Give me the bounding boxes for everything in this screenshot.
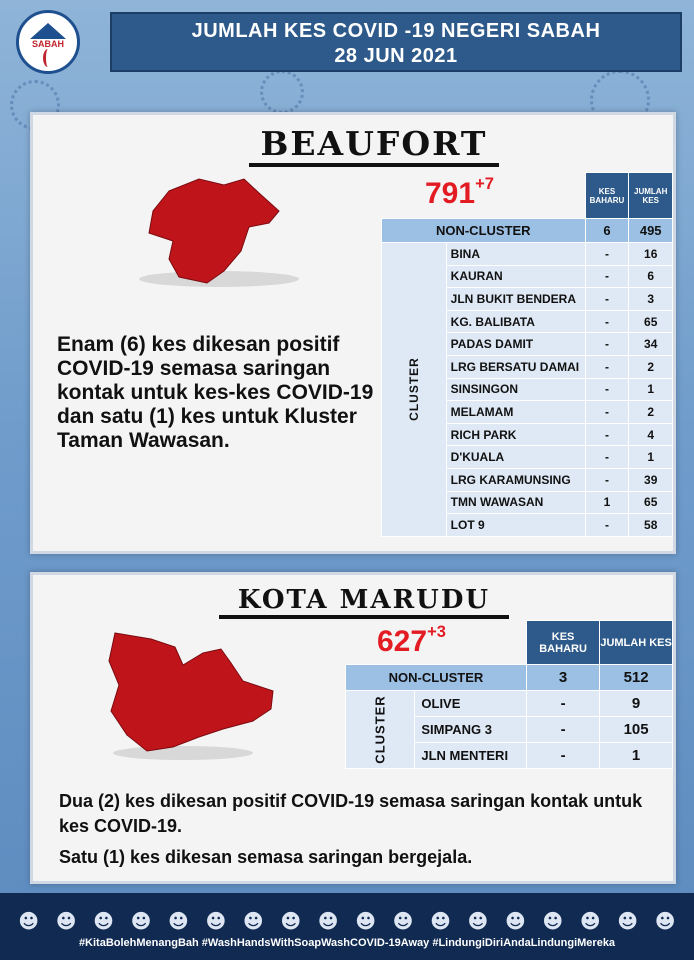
beaufort-panel [30, 112, 676, 554]
worker-icon: ☻ [168, 909, 189, 933]
page-title [110, 12, 682, 72]
row-label: KG. BALIBATA [446, 310, 585, 333]
row-total: 1 [629, 378, 673, 401]
row-new: - [526, 743, 599, 769]
row-label: TMN WAWASAN [446, 491, 585, 514]
new-cases-value: +3 [427, 623, 446, 641]
row-label: MELAMAM [446, 401, 585, 424]
title-date: 28 JUN 2021 [334, 45, 458, 67]
row-total: 65 [629, 310, 673, 333]
cases-table [381, 172, 673, 537]
row-new: - [585, 423, 629, 446]
row-label: RICH PARK [446, 423, 585, 446]
row-total: 512 [600, 665, 673, 691]
row-new: - [585, 514, 629, 537]
hashtags: #KitaBolehMenangBah #WashHandsWithSoapWashCOVID-19Away #LindungiDiriAndaLindungiMereka [78, 937, 616, 949]
police-icon: ☻ [205, 909, 227, 933]
col-header-new: KES BAHARU [585, 173, 629, 219]
footer-icons [0, 893, 694, 933]
row-label: JLN BUKIT BENDERA [446, 288, 585, 311]
cluster-label [382, 243, 447, 537]
row-total: 2 [629, 401, 673, 424]
row-total: 1 [600, 743, 673, 769]
col-header-total: JUMLAH KES [629, 173, 673, 219]
row-new: 1 [585, 491, 629, 514]
row-label: LRG KARAMUNSING [446, 468, 585, 491]
worker-icon: ☻ [18, 909, 40, 933]
family-icon: ☻ [355, 909, 377, 933]
cluster-label-text: CLUSTER [406, 357, 421, 422]
row-label: LOT 9 [446, 514, 585, 537]
description-line-1: Dua (2) kes dikesan positif COVID-19 semasa saringan kontak untuk kes COVID-19. [59, 791, 643, 836]
row-total: 9 [600, 691, 673, 717]
table-row [382, 219, 673, 243]
worker-icon: ☻ [579, 909, 601, 933]
description-line-2: Satu (1) kes dikesan semasa saringan bergejala. [59, 847, 473, 867]
row-total: 1 [629, 446, 673, 469]
doctor-icon: ☻ [242, 909, 264, 933]
row-new: - [585, 468, 629, 491]
beaufort-map-icon [129, 171, 299, 291]
worker-icon: ☻ [392, 909, 414, 933]
row-total: 6 [629, 265, 673, 288]
row-new: 6 [585, 219, 629, 243]
graduate-icon: ☻ [617, 909, 639, 933]
row-label: PADAS DAMIT [446, 333, 585, 356]
teacher-icon: ☻ [542, 909, 564, 933]
total-value: 627 [377, 625, 428, 658]
row-total: 4 [629, 423, 673, 446]
nurse-icon: ☻ [504, 909, 526, 933]
row-total: 2 [629, 355, 673, 378]
nurse-icon: ☻ [317, 909, 339, 933]
row-label: SINSINGON [446, 378, 585, 401]
col-header-new: KES BAHARU [526, 621, 599, 665]
district-title: KOTA MARUDU [219, 585, 509, 619]
row-label: SIMPANG 3 [415, 717, 527, 743]
kota-marudu-map-icon [103, 625, 283, 760]
cluster-label [346, 691, 415, 769]
sabah-logo [16, 10, 80, 74]
row-total: 16 [629, 243, 673, 266]
chef-icon: ☻ [55, 909, 77, 933]
cluster-label-text: CLUSTER [372, 695, 388, 764]
doctor-icon: ☻ [430, 909, 451, 933]
row-new: - [526, 691, 599, 717]
row-total: 3 [629, 288, 673, 311]
row-label: D'KUALA [446, 446, 585, 469]
row-total: 105 [600, 717, 673, 743]
row-new: 3 [526, 665, 599, 691]
row-total: 34 [629, 333, 673, 356]
row-label: NON-CLUSTER [382, 219, 586, 243]
cases-table [345, 620, 673, 769]
beaufort-description: Enam (6) kes dikesan positif COVID-19 semasa saringan kontak untuk kes-kes COVID-19 dan satu (1) kes untuk Kluster Taman Wawasan. [57, 333, 374, 452]
row-total: 495 [629, 219, 673, 243]
row-new: - [585, 265, 629, 288]
virus-decoration-icon [260, 70, 304, 114]
row-new: - [585, 378, 629, 401]
row-total: 65 [629, 491, 673, 514]
nurse-icon: ☻ [130, 909, 152, 933]
doctor-icon: ☻ [93, 909, 115, 933]
row-new: - [585, 243, 629, 266]
row-label: KAURAN [446, 265, 585, 288]
row-label: LRG BERSATU DAMAI [446, 355, 585, 378]
row-label: OLIVE [415, 691, 527, 717]
kota-marudu-panel [30, 572, 676, 884]
row-label: NON-CLUSTER [346, 665, 527, 691]
row-new: - [526, 717, 599, 743]
row-new: - [585, 355, 629, 378]
table-row [346, 665, 673, 691]
row-total: 58 [629, 514, 673, 537]
footer-banner [0, 893, 694, 960]
row-new: - [585, 288, 629, 311]
total-value: 791 [425, 177, 476, 210]
table-row [346, 691, 673, 717]
row-new: - [585, 333, 629, 356]
row-new: - [585, 401, 629, 424]
row-label: BINA [446, 243, 585, 266]
mountain-icon [30, 23, 66, 39]
row-new: - [585, 310, 629, 333]
row-label: JLN MENTERI [415, 743, 527, 769]
title-line-1: JUMLAH KES COVID -19 NEGERI SABAH [191, 20, 601, 42]
row-new: - [585, 446, 629, 469]
officer-icon: ☻ [467, 909, 489, 933]
doctor-icon: ☻ [654, 909, 676, 933]
logo-text: SABAH [31, 39, 64, 49]
soldier-icon: ☻ [280, 909, 302, 933]
kota-marudu-description [59, 789, 659, 876]
table-row [382, 243, 673, 266]
new-cases-value: +7 [475, 175, 494, 193]
swoosh-icon [43, 49, 53, 67]
col-header-total: JUMLAH KES [600, 621, 673, 665]
district-title: BEAUFORT [249, 125, 499, 167]
row-total: 39 [629, 468, 673, 491]
